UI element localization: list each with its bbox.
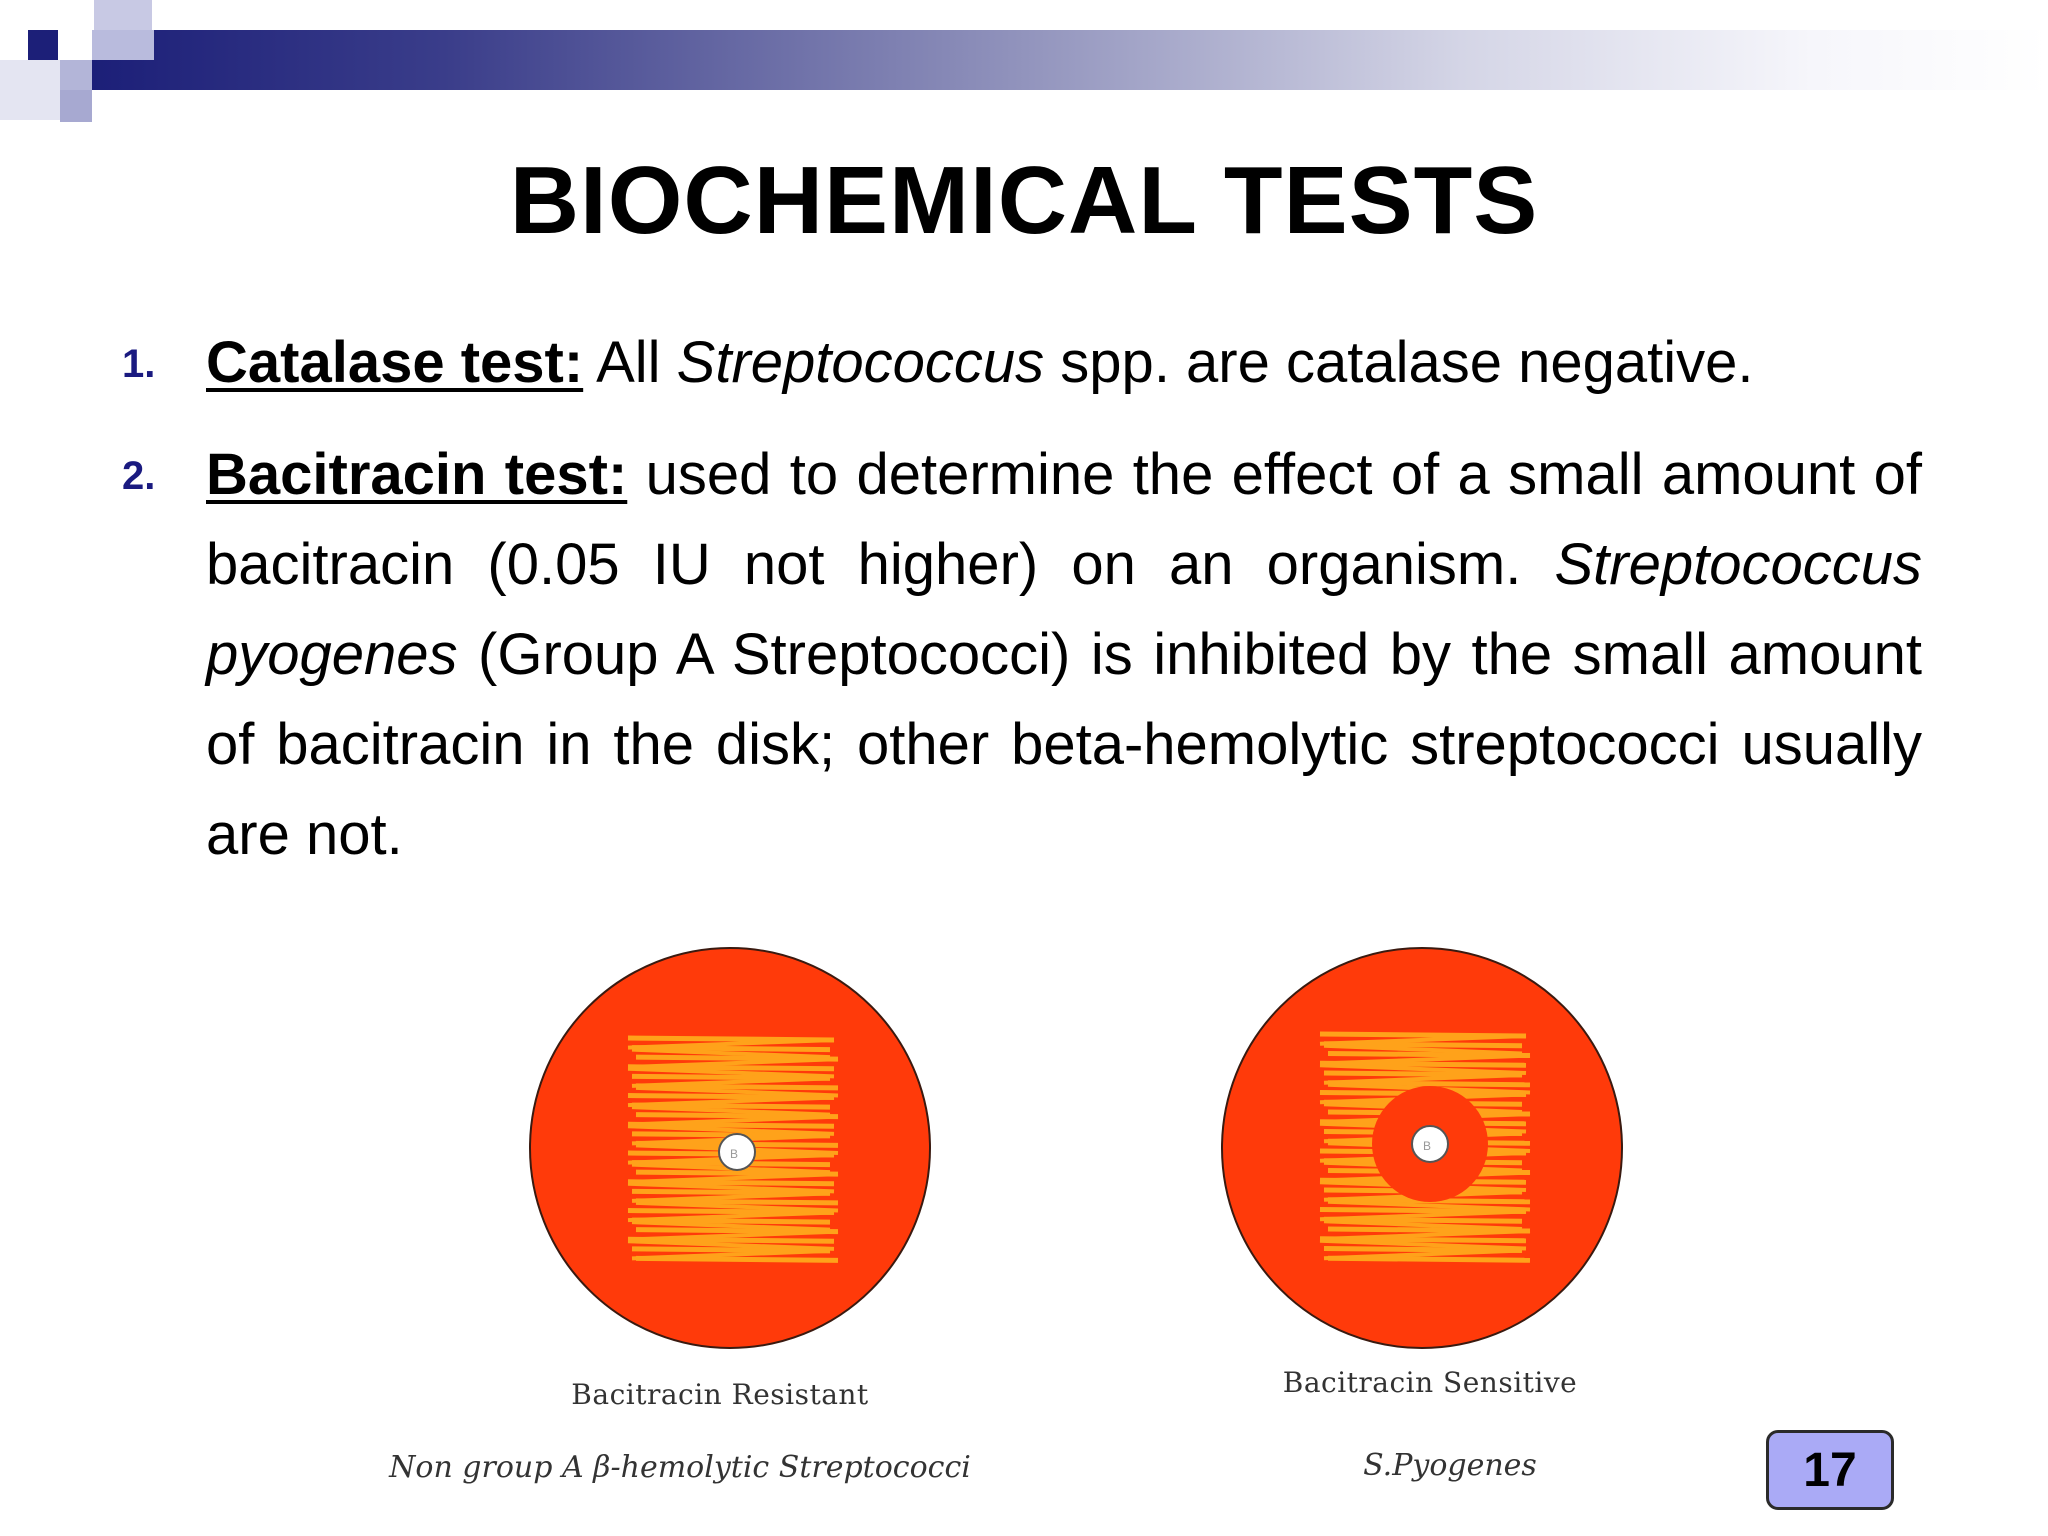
test-term: Catalase test: [206,330,584,395]
right-dish-result-caption: Bacitracin Sensitive [1282,1366,1578,1399]
item-text [206,430,1922,880]
slide-title: BIOCHEMICAL TESTS [509,147,1539,254]
streak-line [636,1258,838,1260]
disk-label: B [730,1147,739,1161]
test-term: Bacitracin test: [206,442,628,507]
right-petri-dish [1222,948,1622,1348]
list-item-catalase [122,318,1922,408]
bacitracin-test-figure [360,930,1640,1520]
left-petri-dish [530,948,930,1348]
item-italic-term: Streptococcus pyogenes [206,532,1922,687]
corner-square [60,90,92,122]
petri-dishes-illustration [360,930,1640,1370]
item-number: 2. [122,454,156,498]
streak-line [1328,1258,1530,1260]
item-text-part: used to determine the effect of a small amount of bacitracin (0.05 IU not higher) on an organism. [206,442,1922,597]
item-text-part: spp. are catalase negative. [1044,330,1754,395]
list-item-bacitracin [122,430,1922,880]
test-list [122,318,1922,880]
left-dish-organism-caption: Non group A β-hemolytic Streptococci [389,1450,971,1485]
item-italic-term: Streptococcus [676,330,1045,395]
disk-label: B [1423,1139,1432,1153]
corner-squares-decoration [0,0,160,130]
header-gradient-bar [92,30,2048,90]
corner-square [0,60,60,120]
item-text-part: (Group A Streptococci) is inhibited by the small amount of bacitracin in the disk; other beta-hemolytic streptococci usually are not. [206,622,1922,867]
left-dish-result-caption: Bacitracin Resistant [571,1378,869,1411]
item-text [206,318,1922,408]
corner-square [28,30,58,60]
right-dish-organism-caption: S.Pyogenes [1363,1448,1537,1483]
page-number-box: 17 [1766,1430,1894,1510]
item-number: 1. [122,342,156,386]
item-text-part: All [583,330,677,395]
corner-square [92,30,154,60]
corner-square [94,0,152,30]
